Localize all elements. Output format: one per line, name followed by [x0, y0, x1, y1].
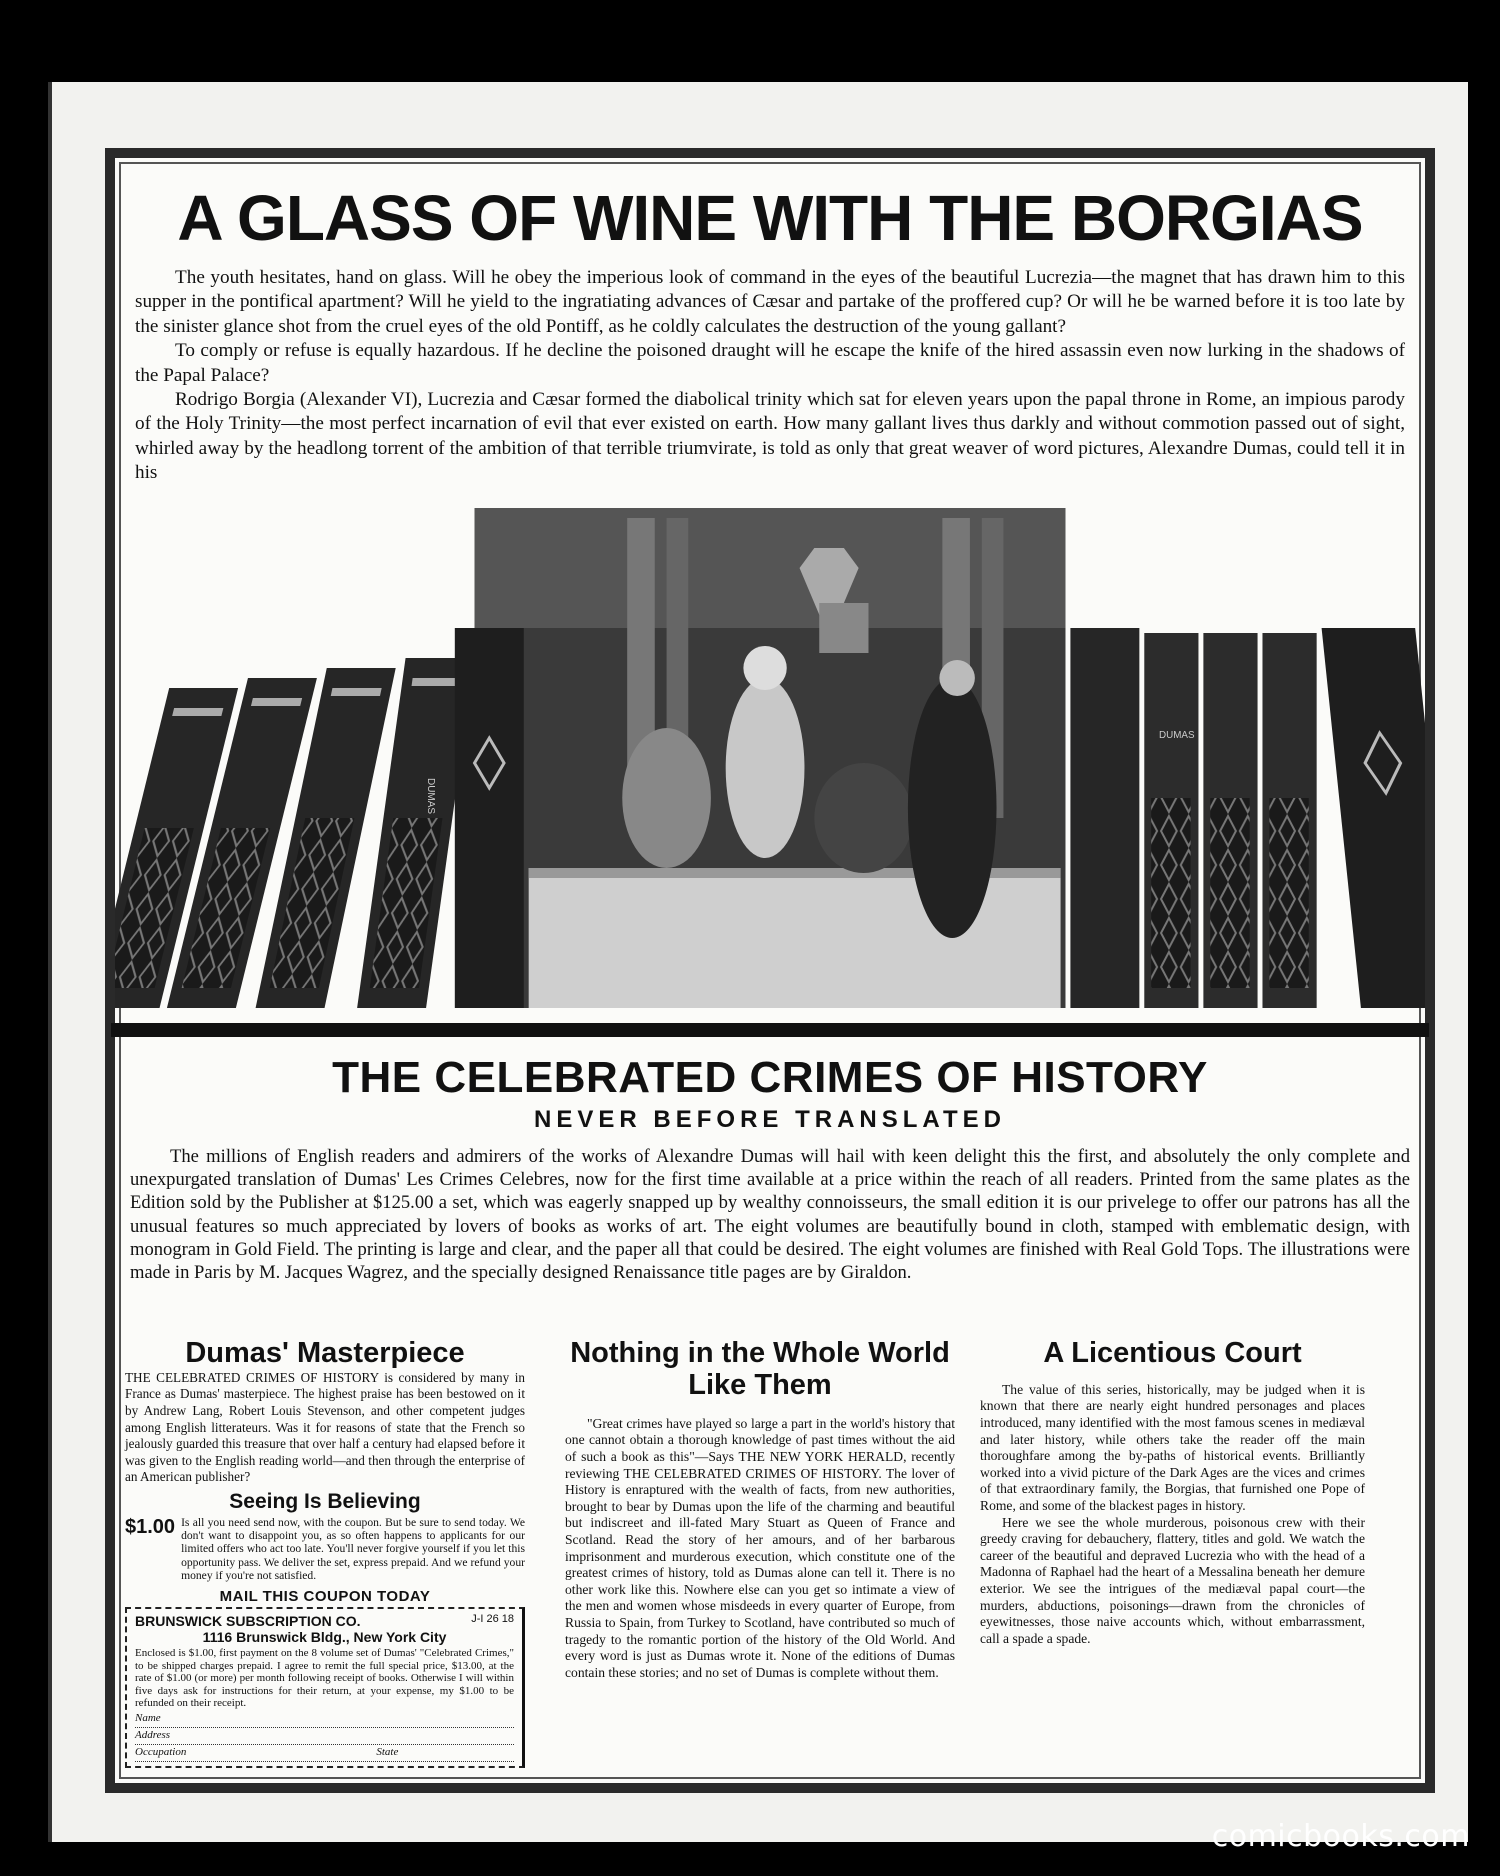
price-offer	[125, 1516, 525, 1582]
section-rule	[111, 1023, 1429, 1037]
column-text: THE CELEBRATED CRIMES OF HISTORY is considered by many in France as Dumas' masterpiece. The highest praise has been bestowed on it by Andrew Lang, Robert Louis Stevenson, and other competent judges among English litterateurs. Was it for reasons of state that the French so jealously guarded this treasure that over half a century had elapsed before it was given to the English reading world—and then through the enterprise of an American publisher?	[125, 1369, 525, 1485]
occupation-field[interactable]: Occupation	[135, 1746, 187, 1759]
column-text-2: Here we see the whole murderous, poisonous crew with their greedy craving for debauchery, flattery, titles and gold. We watch the career of the beautiful and depraved Lucrezia who with the head of a Madonna of Raphael had the heart of a Messalina beneath her demure exterior. We see the intrigues of the mediæval papal court—the murders, abductions, poisonings—drawn from the chronicles of eyewitnesses, those naive accounts which, without embarrassment, call a spade a spade.	[980, 1514, 1365, 1646]
column-dumas-masterpiece	[125, 1338, 525, 1768]
address-field[interactable]: Address	[135, 1729, 514, 1745]
banquet-painting	[475, 508, 1066, 1008]
series-title: THE CELEBRATED CRIMES OF HISTORY	[332, 1053, 1208, 1102]
mail-coupon-heading: MAIL THIS COUPON TODAY	[219, 1588, 431, 1606]
headline: A GLASS OF WINE WITH THE BORGIAS	[177, 182, 1363, 254]
left-book-stack	[115, 628, 524, 1008]
order-coupon[interactable]	[125, 1607, 525, 1768]
coupon-text: Enclosed is $1.00, first payment on the 8 volume set of Dumas' "Celebrated Crimes," to be shipped charges prepaid. I agree to remit the full special price, $13.00, at the rate of $1.00 (or more) per month following receipt of books. Otherwise I will within five days ask for instructions for their return, at your expense, my $1.00 to be refunded on their receipt.	[135, 1647, 514, 1710]
column-text-1: The value of this series, historically, may be judged when it is known that there are nearly eight hundred personages and places introduced, many identified with the most famous scenes in mediæval and later history, while others take the reader off the main thoroughfare among the by-paths of historical events. Brilliantly worked into a vivid picture of the Dark Ages are the vices and crimes of that extraordinary family, the Borgias, that furnished one Pope of Rome, and some of the blackest pages in history.	[980, 1381, 1365, 1514]
seeing-heading: Seeing Is Believing	[229, 1490, 421, 1514]
occupation-state-row	[135, 1746, 514, 1762]
left-book-spine-label: DUMAS	[425, 778, 437, 815]
intro-text	[135, 266, 1405, 486]
series-description: The millions of English readers and admirers of the works of Alexandre Dumas will hail with keen delight this the first, and absolutely the only complete and unexpurgated translation of Dumas' Les Crimes Celebres, now for the first time available at a price within the reach of all readers. Printed from the same plates as the Edition sold by the Publisher at $125.00 a set, which was eagerly snapped up by wealthy connoisseurs, the small edition it is our privelege to offer our patrons has all the unusual features so much appreciated by lovers of books as works of art. The eight volumes are beautifully bound in cloth, stamped with emblematic design, with monogram in Gold Field. The printing is large and clear, and the paper all that could be desired. The eight volumes are finished with Real Gold Tops. The illustrations were made in Paris by M. Jacques Wagrez, and the specially designed Renaissance title pages are by Giraldon.	[130, 1146, 1410, 1284]
name-field[interactable]: Name	[135, 1712, 514, 1728]
illustration-svg	[115, 508, 1425, 1028]
site-watermark: comicbooks.com	[1211, 1819, 1470, 1854]
series-tagline: NEVER BEFORE TRANSLATED	[534, 1106, 1006, 1133]
coupon-header	[135, 1613, 514, 1629]
intro-paragraph-2: To comply or refuse is equally hazardous. If he decline the poisoned draught will he escape the knife of the hired assassin even now lurking in the shadows of the Papal Palace?	[135, 340, 1405, 386]
intro-paragraph-1: The youth hesitates, hand on glass. Will he obey the imperious look of command in the eyes of the beautiful Lucrezia—the magnet that has drawn him to this supper in the pontifical apartment? Will he yield to the ingratiating advances of Cæsar and partake of the proffered cup? Or will he be warned before it is too late by the sinister glance shot from the cruel eyes of the old Pontiff, as he coldly calculates the destruction of the young gallant?	[135, 267, 1405, 337]
coupon-code: J-I 26 18	[471, 1613, 514, 1626]
right-book-spine-label: DUMAS	[1159, 729, 1195, 742]
borgia-banquet-illustration	[115, 508, 1425, 1028]
right-book-stack	[1070, 628, 1425, 1008]
coupon-company: BRUNSWICK SUBSCRIPTION CO.	[135, 1613, 361, 1630]
column-nothing-like-them	[565, 1338, 955, 1681]
coupon-address: 1116 Brunswick Bldg., New York City	[202, 1629, 447, 1646]
price-text: Is all you need send now, with the coupon. But be sure to send today. We don't want to disappoint you, as so often happens to applicants for our limited offers who act too late. You'll never forgive yourself if you let this opportunity pass. We deliver the set, express prepaid. And we refund your money if you're not satisfied.	[181, 1516, 525, 1582]
intro-paragraph-3: Rodrigo Borgia (Alexander VI), Lucrezia and Cæsar formed the diabolical trinity which sat for eleven years upon the papal throne in Rome, an impious parody of the Holy Trinity—the most perfect incarnation of evil that ever existed on earth. How many gallant lives thus darkly and without commotion passed out of sight, whirled away by the headlong torrent of the ambition of that terrible triumvirate, is told as only that great weaver of word pictures, Alexandre Dumas, could tell it in his	[135, 389, 1405, 484]
price-amount: $1.00	[125, 1516, 176, 1539]
column-heading: Nothing in the Whole World Like Them	[570, 1337, 950, 1401]
column-licentious-court	[980, 1338, 1365, 1647]
advertisement	[105, 148, 1435, 1793]
state-field[interactable]: State	[376, 1746, 399, 1759]
column-text: "Great crimes have played so large a part in the world's history that one cannot obtain a thorough knowledge of past times without the aid of such a book as this"—Says THE NEW YORK HERALD, recently reviewing THE CELEBRATED CRIMES OF HISTORY. The lover of History is enraptured with the wealth of facts, from new authorities, brought to bear by Dumas upon the life of the charming and beautiful but indiscreet and ill-fated Mary Stuart as Queen of France and Scotland. Read the story of her amours, and of her barbarous imprisonment and murderous execution, which constitute one of the greatest crimes of history, told as Dumas alone can tell it. There is no other work like this. Nowhere else can you get so intimate a view of the men and women whose misdeeds in every quarter of Europe, from Russia to Spain, from Turkey to Scotland, have contributed so much of tragedy to the romantic portion of the history of the Old World. And every word is just as Dumas wrote it. None of the editions of Dumas contain these stories; and no set of Dumas is complete without them.	[565, 1415, 955, 1680]
column-heading: Dumas' Masterpiece	[185, 1337, 465, 1369]
column-heading: A Licentious Court	[1043, 1337, 1302, 1369]
